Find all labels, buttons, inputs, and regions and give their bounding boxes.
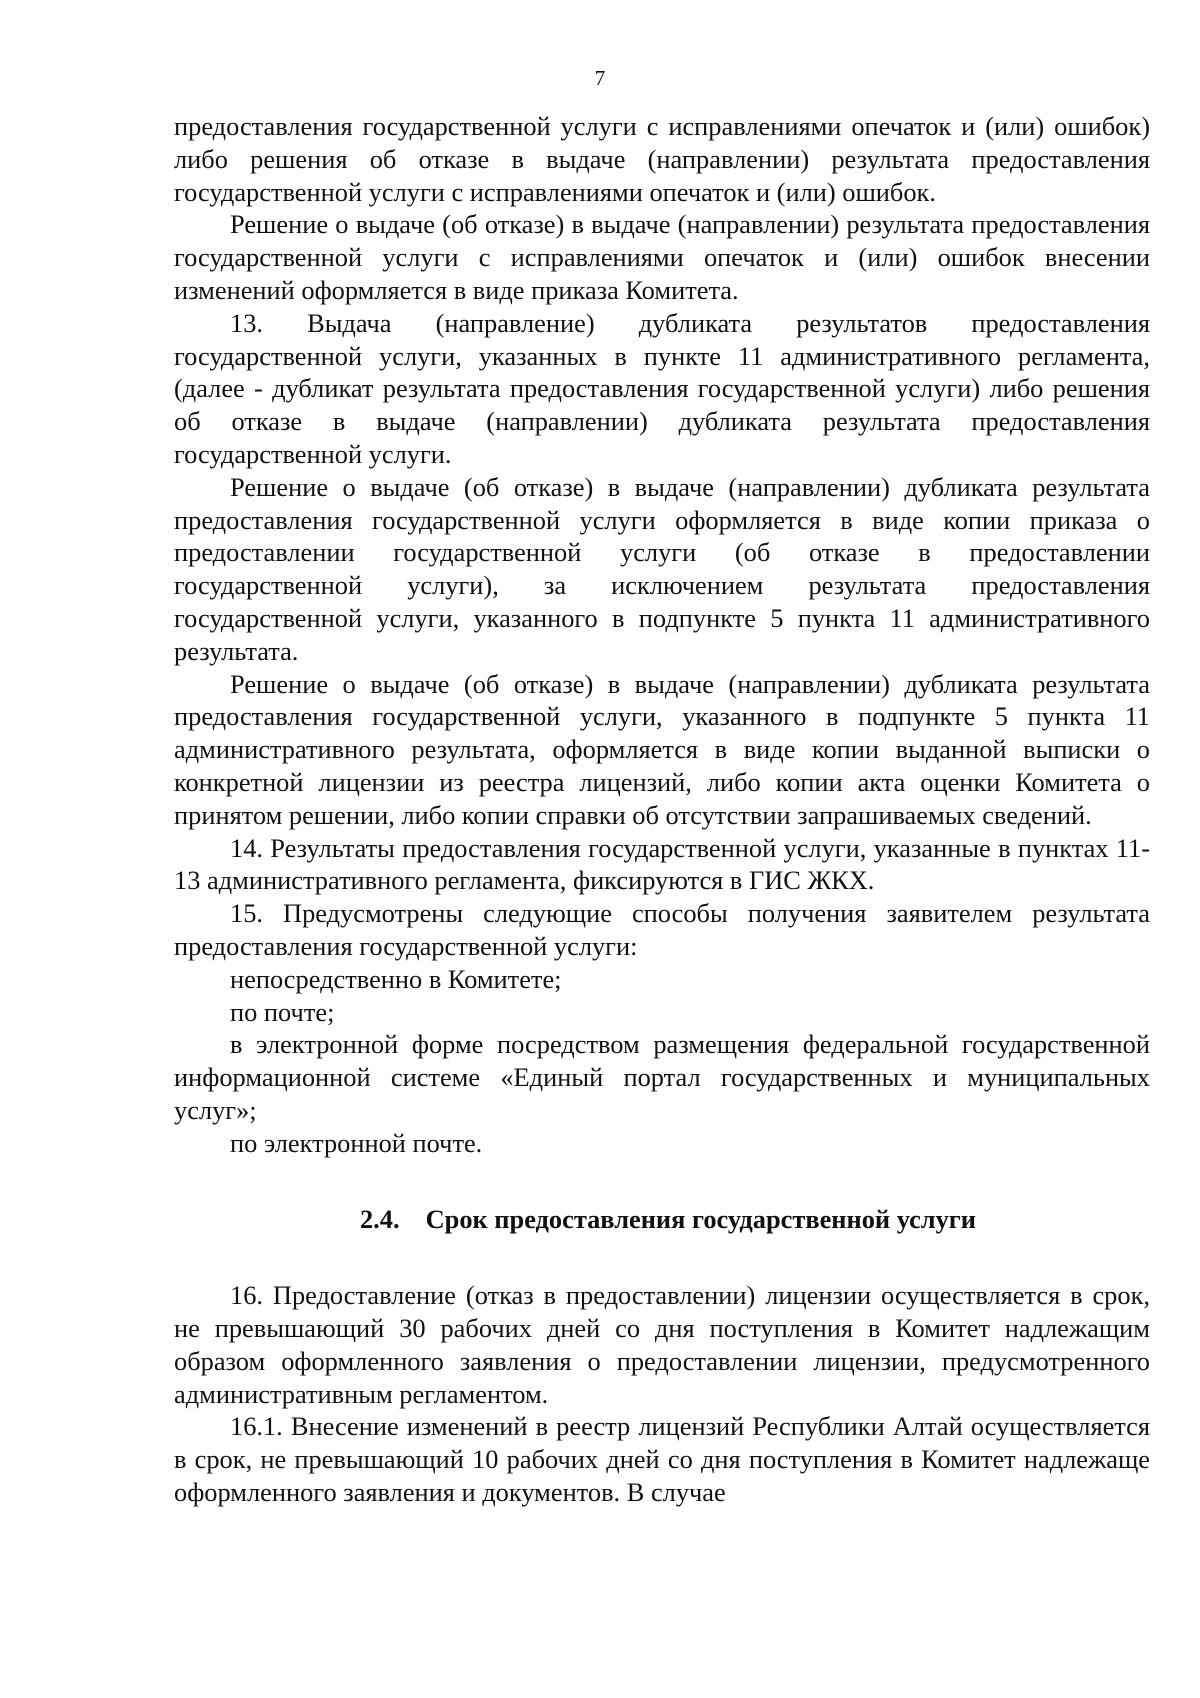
- paragraph: 14. Результаты предоставления государственной услуги, указанные в пунктах 11-13 административного регламента, фиксируются в ГИС ЖКХ.: [174, 832, 1150, 896]
- paragraph: в электронной форме посредством размещения федеральной государственной информационной системе «Единый портал государственных и муниципальных услуг»;: [174, 1029, 1150, 1125]
- paragraph: 13. Выдача (направление) дубликата результатов предоставления государственной услуги, указанных в пункте 11 административного регламента, (далее - дубликат результата предоставления государственной услуги) либо решения об отказе в выдаче (направлении) дубликата результата предоставления государственной услуги.: [174, 307, 1150, 469]
- section-number: 2.4.: [359, 1203, 400, 1234]
- paragraph: Решение о выдаче (об отказе) в выдаче (направлении) дубликата результата предоставления государственной услуги оформляется в виде копии приказа о предоставлении государственной услуги (об отказе в предоставлении государственной услуги), за исключением результата предоставления государственной услуги, указанного в подпункте 5 пункта 11 административного результата.: [174, 471, 1150, 666]
- list-item: по почте;: [230, 996, 335, 1027]
- list-item: по электронной почте.: [230, 1127, 483, 1158]
- paragraph: предоставления государственной услуги с исправлениями опечаток и (или) ошибок) либо решения об отказе в выдаче (направлении) результата предоставления государственной услуги с исправлениями опечаток и (или) ошибок.: [174, 111, 1150, 207]
- section-title: Срок предоставления государственной услуги: [425, 1203, 976, 1234]
- list-item: непосредственно в Комитете;: [230, 963, 562, 994]
- paragraph: Решение о выдаче (об отказе) в выдаче (направлении) дубликата результата предоставления государственной услуги, указанного в подпункте 5 пункта 11 административного результата, оформляется в виде копии выданной выписки о конкретной лицензии из реестра лицензий, либо копии акта оценки Комитета о принятом решении, либо копии справки об отсутствии запрашиваемых сведений.: [174, 668, 1150, 830]
- section-heading: [174, 1203, 1150, 1236]
- paragraph: 16. Предоставление (отказ в предоставлении) лицензии осуществляется в срок, не превышающий 30 рабочих дней со дня поступления в Комитет надлежащим образом оформленного заявления о предоставлении лицензии, предусмотренного административным регламентом.: [174, 1280, 1150, 1409]
- paragraphs-before-heading: [174, 110, 1150, 1160]
- paragraph: Решение о выдаче (об отказе) в выдаче (направлении) результата предоставления государственной услуги с исправлениями опечаток и (или) ошибок внесении изменений оформляется в виде приказа Комитета.: [174, 209, 1150, 305]
- document-body: [174, 110, 1150, 1509]
- page-number: 7: [594, 66, 606, 90]
- paragraph: 15. Предусмотрены следующие способы получения заявителем результата предоставления государственной услуги:: [174, 898, 1150, 961]
- paragraph: 16.1. Внесение изменений в реестр лицензий Республики Алтай осуществляется в срок, не превышающий 10 рабочих дней со дня поступления в Комитет надлежаще оформленного заявления и документов. В случае: [174, 1411, 1150, 1508]
- paragraphs-after-heading: [174, 1279, 1150, 1509]
